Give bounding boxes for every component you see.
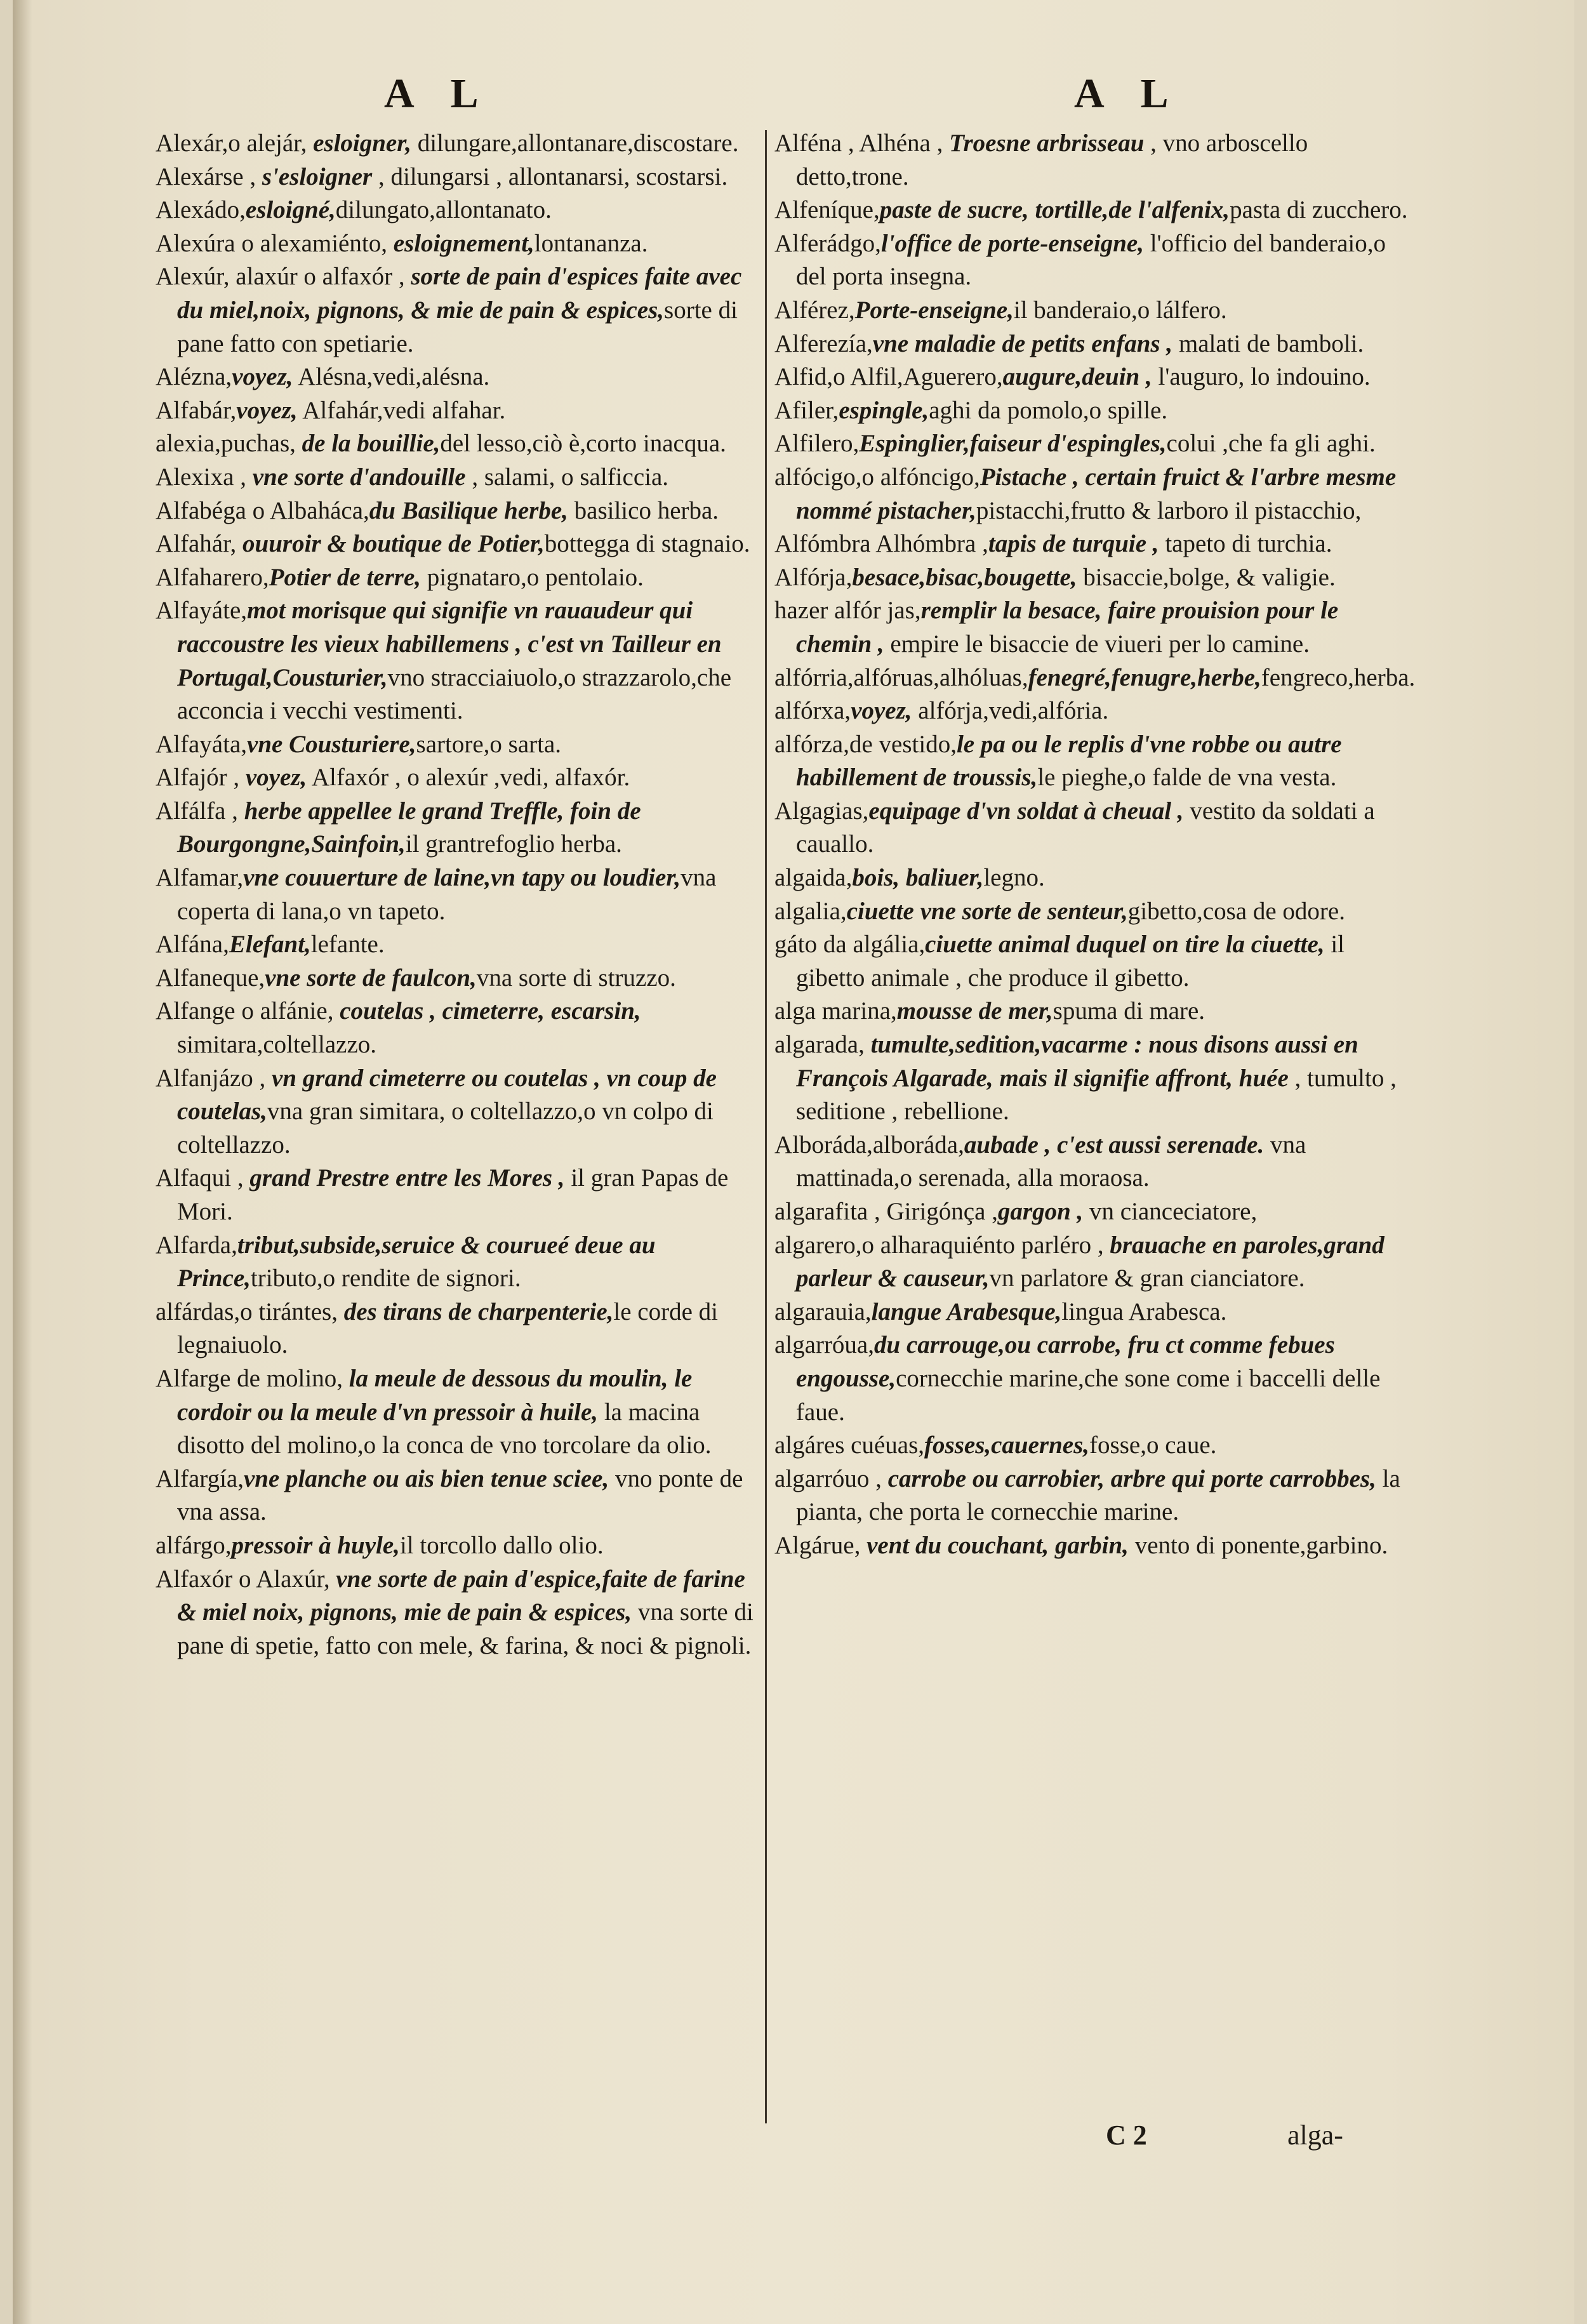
dictionary-entry bbox=[156, 1296, 759, 1362]
right-column bbox=[774, 127, 1416, 1563]
italian-gloss: il grantrefoglio herba. bbox=[405, 830, 622, 858]
french-gloss: des tirans de charpenterie, bbox=[337, 1298, 614, 1325]
dictionary-entry bbox=[774, 1429, 1412, 1463]
spanish-headword: Alféna , Alhéna , bbox=[774, 129, 943, 157]
italian-gloss: vna mattinada,o serenada, alla moraosa. bbox=[796, 1131, 1306, 1192]
french-gloss: bois, baliuer, bbox=[852, 864, 984, 892]
italian-gloss: colui ,che fa gli aghi. bbox=[1166, 430, 1376, 458]
dictionary-entry bbox=[774, 661, 1416, 695]
dictionary-entry bbox=[774, 561, 1412, 595]
french-gloss: l'office de porte-enseigne, bbox=[880, 229, 1144, 257]
french-gloss: voyez, bbox=[239, 764, 307, 792]
french-gloss: equipage d'vn soldat à cheual , bbox=[868, 797, 1184, 825]
french-gloss: Porte-enseigne, bbox=[854, 296, 1014, 324]
french-gloss: vne sorte de pain d'espice,faite de farine & miel noix, pignons, mie de pain & espices, bbox=[177, 1565, 745, 1626]
italian-gloss: fengreco,herba. bbox=[1261, 663, 1416, 691]
french-gloss: voyez, bbox=[236, 396, 298, 424]
spanish-headword: algarero,o alharaquiénto parléro , bbox=[774, 1231, 1104, 1259]
spanish-headword: alfórxa, bbox=[774, 697, 851, 725]
dictionary-entry bbox=[156, 861, 759, 928]
italian-gloss: gibetto,cosa de odore. bbox=[1127, 897, 1345, 925]
dictionary-entry bbox=[156, 1529, 759, 1563]
dictionary-entry bbox=[156, 260, 759, 361]
spanish-headword: Alfid,o Alfil,Aguerero, bbox=[774, 363, 1003, 391]
italian-gloss: del lesso,ciò è,corto inacqua. bbox=[440, 430, 726, 458]
dictionary-entry bbox=[774, 1229, 1412, 1296]
french-gloss: ouuroir & boutique de Potier, bbox=[236, 530, 545, 558]
dictionary-entry bbox=[774, 1195, 1412, 1229]
italian-gloss: legno. bbox=[983, 864, 1045, 892]
spanish-headword: alfócigo,o alfóncigo, bbox=[774, 463, 980, 491]
french-gloss: Potier de terre, bbox=[269, 563, 422, 591]
dictionary-entry bbox=[774, 461, 1412, 528]
french-gloss: voyez, bbox=[851, 697, 912, 725]
italian-gloss: pasta di zucchero. bbox=[1230, 196, 1408, 224]
spanish-headword: Algárue, bbox=[774, 1531, 861, 1559]
spanish-headword: Alfórja, bbox=[774, 563, 853, 591]
dictionary-entry bbox=[774, 427, 1412, 461]
italian-gloss: tributo,o rendite de signori. bbox=[250, 1265, 521, 1292]
italian-gloss: Alfaxór , o alexúr ,vedi, alfaxór. bbox=[307, 764, 630, 792]
italian-gloss: , tumulto , seditione , rebellione. bbox=[796, 1064, 1397, 1125]
italian-gloss: basilico herba. bbox=[568, 496, 719, 524]
italian-gloss: vno ponte de vna assa. bbox=[177, 1464, 743, 1526]
italian-gloss: vestito da soldati a cauallo. bbox=[796, 797, 1375, 858]
gutter-shadow bbox=[13, 0, 32, 2324]
dictionary-entry bbox=[156, 962, 759, 995]
french-gloss: mot morisque qui signifie vn rauaudeur qui raccoustre les vieux habillemens , c'est vn Tailleur en Portugal,Cousturier, bbox=[177, 597, 722, 691]
spanish-headword: Alfahár, bbox=[156, 530, 237, 558]
dictionary-entry bbox=[156, 1463, 759, 1529]
french-gloss: besace,bisac,bougette, bbox=[852, 563, 1077, 591]
dictionary-entry bbox=[774, 127, 1412, 194]
dictionary-entry bbox=[774, 1329, 1412, 1429]
spanish-headword: alexia,puchas, bbox=[156, 430, 296, 458]
italian-gloss: vna gran simitara, o coltellazzo,o vn colpo di coltellazzo. bbox=[177, 1098, 714, 1159]
dictionary-entry bbox=[156, 127, 759, 161]
spanish-headword: Alfaharero, bbox=[156, 563, 269, 591]
french-gloss: langue Arabesque, bbox=[871, 1298, 1062, 1325]
left-column bbox=[156, 127, 759, 1663]
italian-gloss: cornecchie marine,che sone come i baccelli delle faue. bbox=[796, 1364, 1381, 1426]
italian-gloss: la pianta, che porta le cornecchie marine. bbox=[796, 1464, 1400, 1526]
italian-gloss: vn cianceciatore, bbox=[1083, 1198, 1258, 1225]
french-gloss: brauache en paroles,grand parleur & causeur, bbox=[796, 1231, 1384, 1292]
french-gloss: tumulte,sedition,vacarme : nous disons aussi en François Algarade, mais il signifie affront, huée bbox=[796, 1031, 1358, 1092]
italian-gloss: bisaccie,bolge, & valigie. bbox=[1077, 563, 1336, 591]
running-head-right: A L bbox=[1074, 70, 1183, 117]
dictionary-entry bbox=[156, 227, 759, 261]
italian-gloss: simitara,coltellazzo. bbox=[177, 1031, 377, 1059]
italian-gloss: pistacchi,frutto & larboro il pistacchio, bbox=[976, 496, 1362, 524]
spanish-headword: Alfamar, bbox=[156, 864, 244, 892]
italian-gloss: dilungare,allontanare,discostare. bbox=[411, 129, 739, 157]
dictionary-entry bbox=[774, 1463, 1412, 1529]
italian-gloss: alfórja,vedi,alfória. bbox=[912, 697, 1109, 725]
italian-gloss: vna sorte di pane di spetie, fatto con mele, & farina, & noci & pignoli. bbox=[177, 1598, 754, 1659]
dictionary-entry bbox=[774, 227, 1412, 294]
italian-gloss: l'auguro, lo indouino. bbox=[1152, 363, 1371, 391]
signature-mark: C 2 bbox=[1106, 2120, 1147, 2151]
spanish-headword: Alexúr, alaxúr o alfaxór , bbox=[156, 263, 405, 291]
spanish-headword: alfórza,de vestido, bbox=[774, 730, 957, 758]
french-gloss: ciuette vne sorte de senteur, bbox=[846, 897, 1128, 925]
spanish-headword: Alfaxór o Alaxúr, bbox=[156, 1565, 330, 1593]
spanish-headword: algarróua, bbox=[774, 1331, 874, 1359]
italian-gloss: , vno arboscello detto,trone. bbox=[796, 129, 1308, 190]
spanish-headword: alfárgo, bbox=[156, 1531, 232, 1559]
french-gloss: carrobe ou carrobier, arbre qui porte carrobbes, bbox=[881, 1464, 1376, 1492]
french-gloss: vne sorte d'andouille bbox=[246, 463, 466, 491]
french-gloss: ciuette animal duquel on tire la ciuette, bbox=[925, 931, 1325, 959]
dictionary-entry bbox=[774, 294, 1412, 328]
dictionary-entry bbox=[774, 394, 1412, 428]
spanish-headword: Alfilero, bbox=[774, 430, 860, 458]
spanish-headword: Alfaqui , bbox=[156, 1164, 244, 1192]
italian-gloss: spuma di mare. bbox=[1052, 997, 1205, 1025]
spanish-headword: Alexúra o alexamiénto, bbox=[156, 229, 387, 257]
italian-gloss: , salami, o salficcia. bbox=[465, 463, 669, 491]
dictionary-entry bbox=[156, 761, 759, 795]
spanish-headword: Alfange o alfánie, bbox=[156, 997, 334, 1025]
dictionary-entry bbox=[774, 895, 1412, 929]
italian-gloss: l'officio del banderaio,o del porta insegna. bbox=[796, 229, 1386, 291]
italian-gloss: , dilungarsi , allontanarsi, scostarsi. bbox=[372, 163, 728, 190]
italian-gloss: il gibetto animale , che produce il gibetto. bbox=[796, 931, 1345, 992]
spanish-headword: Alferezía, bbox=[774, 329, 873, 357]
dictionary-entry bbox=[774, 1296, 1412, 1329]
dictionary-entry bbox=[774, 694, 1412, 728]
spanish-headword: Alfaneque, bbox=[156, 964, 265, 992]
french-gloss: Troesne arbrisseau bbox=[943, 129, 1145, 157]
dictionary-entry bbox=[156, 394, 759, 428]
italian-gloss: malati de bamboli. bbox=[1172, 329, 1364, 357]
french-gloss: sorte de pain d'espices faite avec du miel,noix, pignons, & mie de pain & espices, bbox=[177, 263, 742, 324]
italian-gloss: vn parlatore & gran cianciatore. bbox=[989, 1265, 1305, 1292]
italian-gloss: il banderaio,o lálfero. bbox=[1013, 296, 1227, 324]
italian-gloss: vento di ponente,garbino. bbox=[1128, 1531, 1388, 1559]
dictionary-entry bbox=[774, 1529, 1412, 1563]
spanish-headword: algalia, bbox=[774, 897, 847, 925]
spanish-headword: Alexárse , bbox=[156, 163, 256, 190]
dictionary-entry bbox=[774, 728, 1412, 795]
french-gloss: Pistache , certain fruict & l'arbre mesme nommé pistacher, bbox=[796, 463, 1397, 524]
spanish-headword: Alfajór , bbox=[156, 764, 240, 792]
spanish-headword: Alfómbra Alhómbra , bbox=[774, 530, 988, 558]
french-gloss: aubade , c'est aussi serenade. bbox=[964, 1131, 1265, 1159]
french-gloss: voyez, bbox=[232, 363, 293, 391]
dictionary-entry bbox=[774, 361, 1412, 394]
dictionary-entry bbox=[156, 995, 759, 1061]
spanish-headword: algarauia, bbox=[774, 1298, 872, 1325]
italian-gloss: empire le bisaccie de viueri per lo camine. bbox=[884, 630, 1310, 658]
dictionary-entry bbox=[156, 795, 759, 861]
dictionary-entry bbox=[774, 928, 1412, 995]
french-gloss: paste de sucre, tortille,de l'alfenix, bbox=[879, 196, 1230, 224]
dictionary-entry bbox=[156, 1162, 759, 1228]
catchword: alga- bbox=[1287, 2120, 1343, 2151]
spanish-headword: Alfarge de molino, bbox=[156, 1364, 343, 1392]
dictionary-entry bbox=[774, 1028, 1412, 1129]
dictionary-entry bbox=[774, 995, 1412, 1028]
french-gloss: s'esloigner bbox=[256, 163, 373, 190]
dictionary-entry bbox=[156, 1362, 759, 1463]
dictionary-entry bbox=[156, 161, 759, 194]
italian-gloss: tapeto di turchia. bbox=[1159, 530, 1332, 558]
spanish-headword: Alfayáta, bbox=[156, 730, 248, 758]
spanish-headword: Alboráda,alboráda, bbox=[774, 1131, 964, 1159]
italian-gloss: Alésna,vedi,alésna. bbox=[293, 363, 490, 391]
french-gloss: le pa ou le replis d'vne robbe ou autre habillement de troussis, bbox=[796, 730, 1342, 792]
spanish-headword: Alférez, bbox=[774, 296, 855, 324]
spanish-headword: algaida, bbox=[774, 864, 853, 892]
spanish-headword: alfárdas,o tirántes, bbox=[156, 1298, 338, 1325]
spanish-headword: Alézna, bbox=[156, 363, 232, 391]
dictionary-entry bbox=[156, 194, 759, 227]
italian-gloss: le pieghe,o falde de vna vesta. bbox=[1037, 764, 1337, 792]
french-gloss: tribut,subside,seruice & courueé deue au Prince, bbox=[177, 1231, 656, 1292]
dictionary-entry bbox=[774, 861, 1412, 895]
french-gloss: fosses,cauernes, bbox=[924, 1431, 1090, 1459]
dictionary-entry bbox=[156, 1229, 759, 1296]
italian-gloss: sartore,o sarta. bbox=[416, 730, 562, 758]
spanish-headword: Alfabéga o Albaháca, bbox=[156, 496, 369, 524]
french-gloss: mousse de mer, bbox=[896, 997, 1053, 1025]
french-gloss: esloignement, bbox=[387, 229, 535, 257]
running-head-left: A L bbox=[384, 70, 493, 117]
spanish-headword: algarróuo , bbox=[774, 1464, 882, 1492]
french-gloss: augure,deuin , bbox=[1002, 363, 1152, 391]
dictionary-entry bbox=[156, 495, 759, 528]
spanish-headword: Alexixa , bbox=[156, 463, 246, 491]
column-rule bbox=[765, 130, 767, 2123]
spanish-headword: algarada, bbox=[774, 1031, 865, 1059]
dictionary-entry bbox=[156, 461, 759, 495]
french-gloss: remplir la besace, faire prouision pour le chemin , bbox=[796, 597, 1339, 658]
french-gloss: du carrouge,ou carrobe, fru ct comme febues engousse, bbox=[796, 1331, 1335, 1392]
italian-gloss: le corde di legnaiuolo. bbox=[177, 1298, 718, 1359]
italian-gloss: sorte di pane fatto con spetiarie. bbox=[177, 296, 738, 357]
spanish-headword: Alexár,o alejár, bbox=[156, 129, 307, 157]
italian-gloss: lingua Arabesca. bbox=[1061, 1298, 1227, 1325]
spanish-headword: Alexádo, bbox=[156, 196, 246, 224]
italian-gloss: dilungato,allontanato. bbox=[335, 196, 552, 224]
spanish-headword: Alfarda, bbox=[156, 1231, 237, 1259]
french-gloss: de la bouillie, bbox=[295, 430, 441, 458]
dictionary-entry bbox=[156, 427, 759, 461]
french-gloss: espingle, bbox=[839, 396, 929, 424]
dictionary-entry bbox=[156, 361, 759, 394]
spanish-headword: Alfána, bbox=[156, 931, 229, 959]
french-gloss: fenegré,fenugre,herbe, bbox=[1028, 663, 1261, 691]
dictionary-entry bbox=[156, 928, 759, 962]
dictionary-entry bbox=[156, 1062, 759, 1162]
italian-gloss: bottegga di stagnaio. bbox=[544, 530, 750, 558]
dictionary-page bbox=[13, 0, 1574, 2324]
french-gloss: gargon , bbox=[997, 1198, 1084, 1225]
french-gloss: vne planche ou ais bien tenue sciee, bbox=[243, 1464, 609, 1492]
spanish-headword: gáto da algália, bbox=[774, 931, 926, 959]
italian-gloss: Alfahár,vedi alfahar. bbox=[297, 396, 506, 424]
french-gloss: herbe appellee le grand Treffle, foin de Bourgongne,Sainfoin, bbox=[177, 797, 641, 858]
french-gloss: vne couuerture de laine,vn tapy ou loudier, bbox=[243, 864, 681, 892]
spanish-headword: Alferádgo, bbox=[774, 229, 881, 257]
french-gloss: vn grand cimeterre ou coutelas , vn coup de coutelas, bbox=[177, 1064, 717, 1125]
italian-gloss: il gran Papas de Mori. bbox=[177, 1164, 729, 1225]
dictionary-entry bbox=[774, 594, 1412, 661]
spanish-headword: Algagias, bbox=[774, 797, 869, 825]
italian-gloss: aghi da pomolo,o spille. bbox=[929, 396, 1168, 424]
italian-gloss: lontananza. bbox=[534, 229, 648, 257]
spanish-headword: Afiler, bbox=[774, 396, 839, 424]
french-gloss: esloigner, bbox=[307, 129, 412, 157]
italian-gloss: pignataro,o pentolaio. bbox=[421, 563, 644, 591]
french-gloss: la meule de dessous du moulin, le cordoir ou la meule d'vn pressoir à huile, bbox=[177, 1364, 693, 1426]
dictionary-entry bbox=[774, 795, 1412, 861]
french-gloss: esloigné, bbox=[245, 196, 336, 224]
italian-gloss: il torcollo dallo olio. bbox=[399, 1531, 604, 1559]
spanish-headword: alfórria,alfóruas,alhóluas, bbox=[774, 663, 1028, 691]
french-gloss: vent du couchant, garbin, bbox=[860, 1531, 1129, 1559]
italian-gloss: vna sorte di struzzo. bbox=[476, 964, 676, 992]
french-gloss: Espinglier,faiseur d'espingles, bbox=[859, 430, 1167, 458]
italian-gloss: fosse,o caue. bbox=[1089, 1431, 1217, 1459]
spanish-headword: Alfayáte, bbox=[156, 597, 248, 625]
italian-gloss: vna coperta di lana,o vn tapeto. bbox=[177, 864, 717, 925]
dictionary-entry bbox=[774, 194, 1412, 227]
french-gloss: pressoir à huyle, bbox=[231, 1531, 400, 1559]
spanish-headword: Alfeníque, bbox=[774, 196, 880, 224]
french-gloss: Elefant, bbox=[229, 931, 311, 959]
french-gloss: grand Prestre entre les Mores , bbox=[243, 1164, 565, 1192]
spanish-headword: algáres cuéuas, bbox=[774, 1431, 925, 1459]
spanish-headword: algarafita , Girigónça , bbox=[774, 1198, 998, 1225]
french-gloss: tapis de turquie , bbox=[988, 530, 1159, 558]
french-gloss: vne Cousturiere, bbox=[247, 730, 416, 758]
french-gloss: coutelas , cimeterre, escarsin, bbox=[333, 997, 641, 1025]
dictionary-entry bbox=[774, 328, 1412, 361]
dictionary-entry bbox=[156, 728, 759, 762]
dictionary-entry bbox=[774, 1129, 1412, 1195]
italian-gloss: lefante. bbox=[310, 931, 385, 959]
dictionary-entry bbox=[774, 528, 1412, 561]
spanish-headword: Alfanjázo , bbox=[156, 1064, 266, 1092]
italian-gloss: vno stracciaiuolo,o strazzarolo,che acconcia i vecchi vestimenti. bbox=[177, 663, 732, 725]
spanish-headword: Alfálfa , bbox=[156, 797, 238, 825]
dictionary-entry bbox=[156, 561, 759, 595]
dictionary-entry bbox=[156, 594, 759, 727]
spanish-headword: hazer alfór jas, bbox=[774, 597, 921, 625]
spanish-headword: Alfargía, bbox=[156, 1464, 244, 1492]
french-gloss: vne maladie de petits enfans , bbox=[872, 329, 1173, 357]
spanish-headword: Alfabár, bbox=[156, 396, 237, 424]
dictionary-entry bbox=[156, 1563, 759, 1663]
french-gloss: vne sorte de faulcon, bbox=[265, 964, 477, 992]
spanish-headword: alga marina, bbox=[774, 997, 897, 1025]
dictionary-entry bbox=[156, 528, 759, 561]
french-gloss: du Basilique herbe, bbox=[369, 496, 568, 524]
italian-gloss: la macina disotto del molino,o la conca de vno torcolare da olio. bbox=[177, 1398, 712, 1459]
